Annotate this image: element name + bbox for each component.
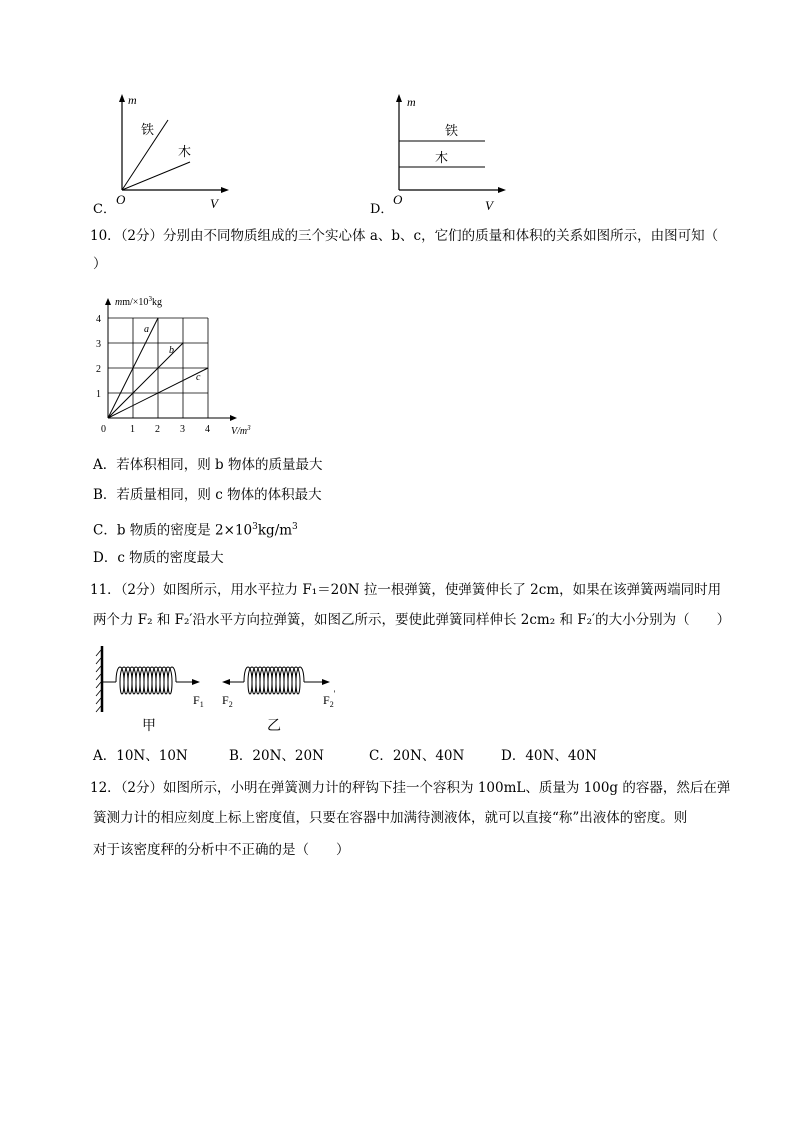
label-f1: $F_1$: [193, 693, 204, 709]
series-label-b: b: [169, 345, 174, 356]
caption-yi: 乙: [267, 719, 281, 734]
label-iron: 铁: [141, 122, 155, 137]
q10-number: 10．: [90, 228, 121, 244]
x-tick-3: 3: [180, 424, 185, 435]
x-label-text: V/m: [231, 426, 248, 437]
q12-stem-line1: [90, 778, 730, 798]
series-label-a: a: [144, 324, 149, 335]
q10-mass-volume-chart: [85, 290, 285, 442]
x-axis-label: [231, 424, 251, 437]
axis-label-v: V: [210, 196, 218, 210]
q10-option-d[interactable]: D．c 物质的密度最大: [93, 550, 224, 566]
axis-label-v: V: [485, 198, 493, 210]
q11-spring-figure: [92, 642, 352, 737]
y-tick-1: 1: [96, 389, 101, 400]
y-axis-arrow: [396, 94, 402, 102]
q10-option-c-unit: kg/m: [257, 522, 293, 539]
axis-label-m: m: [128, 93, 137, 107]
q11-stem-line1: [90, 580, 721, 600]
option-c-graph: [110, 90, 240, 210]
label-iron: 铁: [445, 123, 459, 138]
q10-stem-line2: ）: [93, 256, 107, 272]
axis-label-m: m: [407, 95, 416, 109]
label-f2: $F_2$: [222, 693, 233, 709]
q12-stem-text1: 如图所示，小明在弹簧测力计的秤钩下挂一个容积为 100mL、质量为 100g 的容器，然后在弹: [163, 780, 731, 796]
arrow-f1: [192, 679, 200, 685]
x-tick-2: 2: [155, 424, 160, 435]
q12-stem-line2: 簧测力计的相应刻度上标上密度值，只要在容器中加满待测液体，就可以直接“称”出液体的密度。则: [93, 810, 688, 826]
option-c-letter[interactable]: C．: [93, 202, 116, 217]
x-tick-0: 0: [101, 424, 106, 435]
q10-option-a[interactable]: A．若体积相同，则 b 物体的质量最大: [93, 457, 323, 473]
label-f2-prime: $F_2'$: [323, 689, 336, 709]
spring-jia: [103, 667, 194, 694]
spring-yi: [230, 667, 322, 694]
q11-points: （2分）: [120, 582, 164, 598]
q11-option-a[interactable]: A．10N、10N: [93, 748, 188, 764]
q10-option-c-unit-exp: 3: [292, 522, 298, 532]
y-tick-2: 2: [96, 364, 101, 375]
option-d-graph: [387, 90, 517, 210]
arrow-f2: [222, 679, 230, 685]
q10-stem-line1: 分别由不同物质组成的三个实心体 a、b、c，它们的质量和体积的关系如图所示，由图可知（: [163, 228, 719, 244]
y-label-suffix: kg: [151, 297, 162, 308]
x-tick-1: 1: [130, 424, 135, 435]
arrow-f2-prime: [322, 679, 330, 685]
q11-stem-text1: 如图所示，用水平拉力 F₁＝20N 拉一根弹簧，使弹簧伸长了 2cm，如果在该弹簧两端同时用: [163, 582, 722, 598]
y-label-exp: 3: [148, 295, 152, 303]
q10-option-c[interactable]: [93, 517, 298, 541]
q10-option-c-exp: 3: [252, 522, 258, 532]
y-tick-4: 4: [96, 314, 101, 325]
series-label-c: c: [196, 372, 201, 383]
y-axis-arrow: [105, 298, 111, 305]
q11-option-b[interactable]: B．20N、20N: [229, 748, 324, 764]
q12-number: 12．: [90, 780, 121, 796]
y-label-prefix: m/×10: [122, 297, 149, 308]
q10-stem: [90, 226, 718, 246]
x-axis-arrow: [230, 415, 237, 421]
caption-jia: 甲: [142, 719, 156, 734]
origin-label: O: [116, 192, 126, 207]
y-axis-label: $mm/\times 10^3kg$: [115, 295, 162, 308]
x-tick-4: 4: [205, 424, 210, 435]
q11-option-c[interactable]: C．20N、40N: [369, 748, 465, 764]
q12-stem-line3: 对于该密度秤的分析中不正确的是（ ）: [93, 842, 350, 858]
y-axis-arrow: [119, 94, 125, 102]
q10-option-b[interactable]: B．若质量相同，则 c 物体的体积最大: [93, 487, 322, 503]
x-axis-arrow: [221, 187, 229, 193]
label-wood: 木: [435, 150, 449, 165]
y-tick-3: 3: [96, 339, 101, 350]
x-axis-arrow: [498, 187, 506, 193]
q10-points: （2分）: [120, 228, 164, 244]
wall: [96, 646, 102, 712]
q12-points: （2分）: [120, 780, 164, 796]
origin-label: O: [393, 192, 403, 207]
q11-stem-line2: 两个力 F₂ 和 F₂′沿水平方向拉弹簧，如图乙所示，要使此弹簧同样伸长 2cm₂ 和 F₂′的大小分别为（ ）: [93, 612, 731, 628]
q11-number: 11．: [90, 582, 121, 598]
x-label-exp: 3: [247, 424, 251, 432]
label-wood: 木: [178, 144, 192, 159]
wood-line: [122, 162, 190, 190]
q10-option-c-prefix: C．b 物质的密度是 2×10: [93, 522, 253, 539]
q11-option-d[interactable]: D．40N、40N: [501, 748, 597, 764]
option-d-letter[interactable]: D．: [370, 202, 394, 217]
